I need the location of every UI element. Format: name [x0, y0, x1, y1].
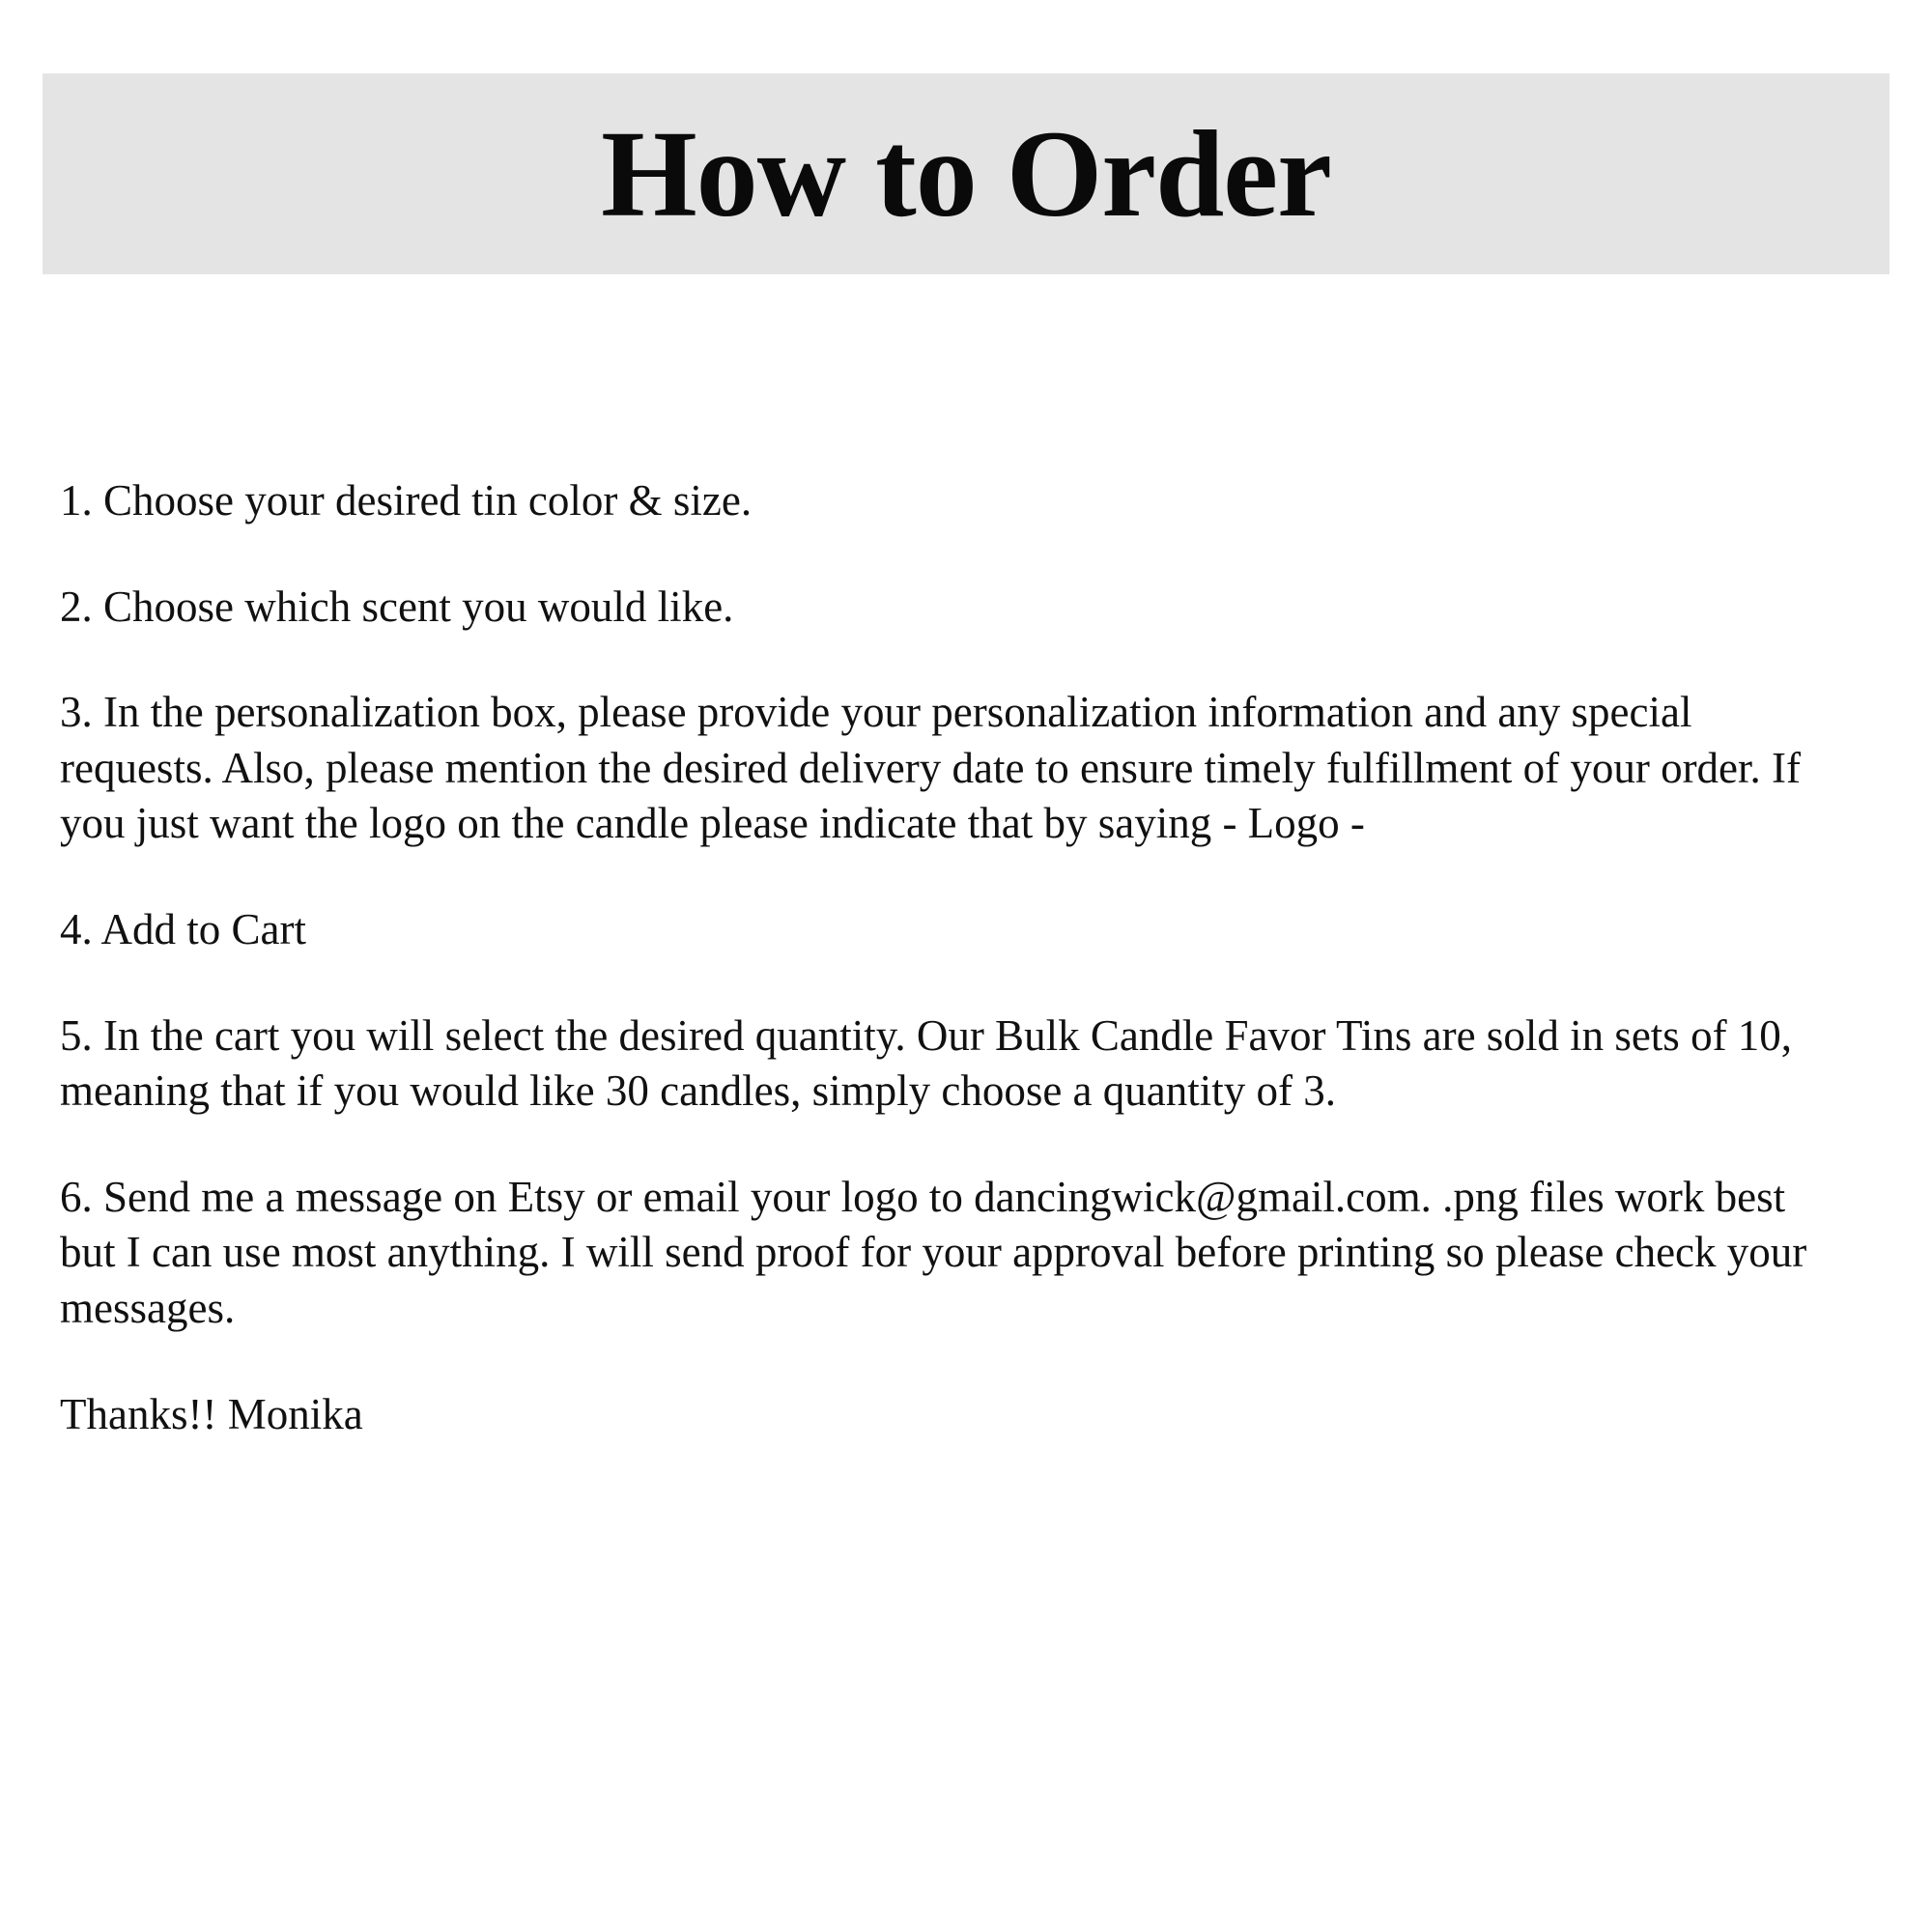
title-band [43, 73, 1889, 274]
list-item: 6. Send me a message on Etsy or email your logo to dancingwick@gmail.com. .png files work best but I can use most anything. I will send proof for your approval before printing so please check your messages. [60, 1172, 1807, 1332]
list-item: 4. Add to Cart [60, 904, 306, 953]
instructions-list [60, 473, 1830, 1442]
signoff-text: Thanks!! Monika [60, 1389, 363, 1438]
page-title: How to Order [601, 105, 1331, 242]
list-item: 1. Choose your desired tin color & size. [60, 476, 753, 525]
list-item: 2. Choose which scent you would like. [60, 582, 734, 631]
list-item: 5. In the cart you will select the desired quantity. Our Bulk Candle Favor Tins are sold in sets of 10, meaning that if you would like 30 candles, simply choose a quantity of 3. [60, 1010, 1793, 1116]
list-item: 3. In the personalization box, please provide your personalization information and any special requests. Also, please mention the desired delivery date to ensure timely fulfillment of your order. If you just want the logo on the candle please indicate that by saying - Logo - [60, 688, 1801, 848]
